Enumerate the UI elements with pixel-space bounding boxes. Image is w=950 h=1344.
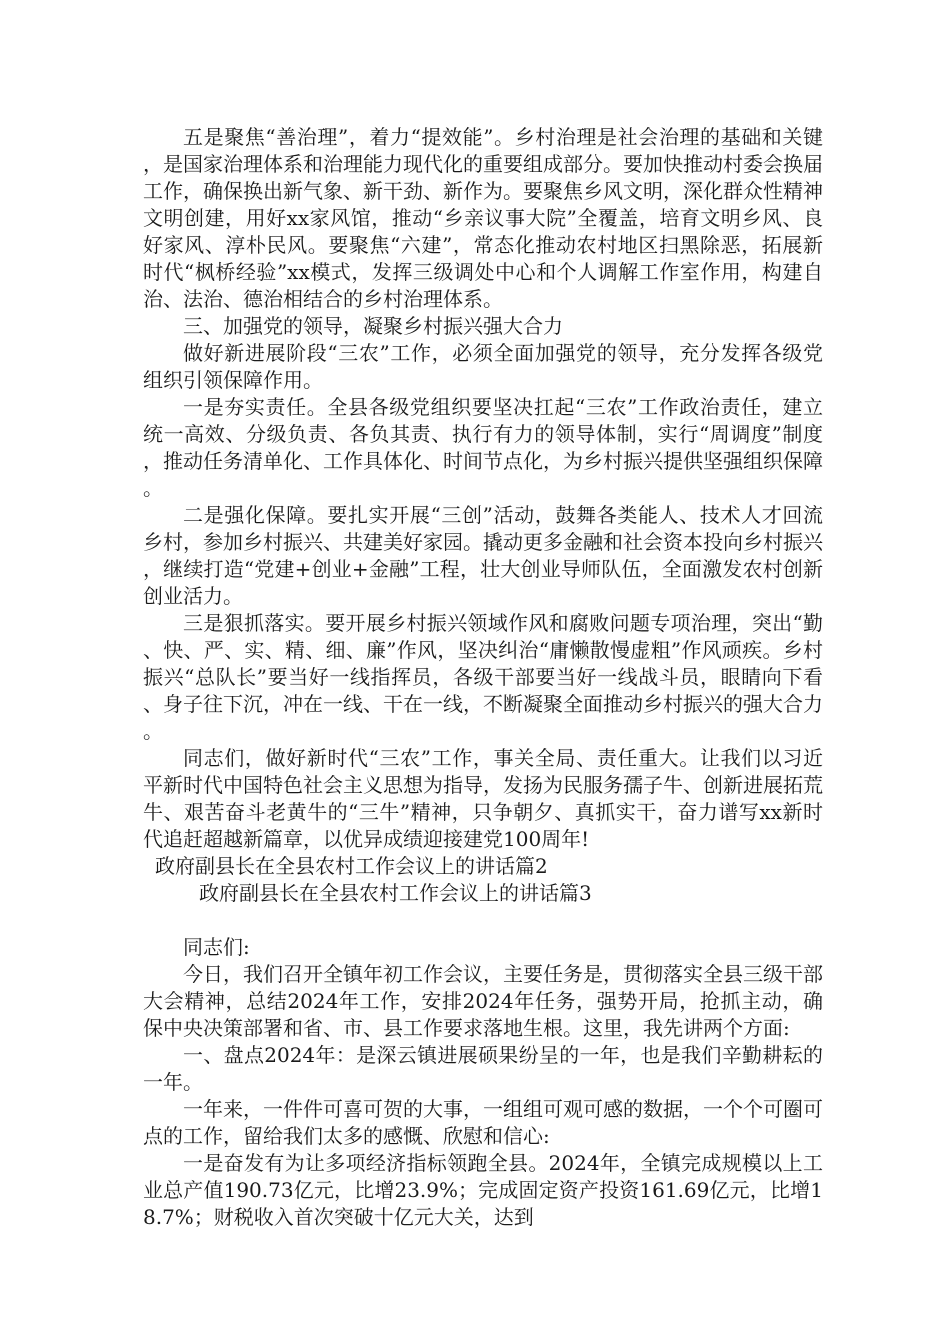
paragraph-implementation: 三是狠抓落实。要开展乡村振兴领域作风和腐败问题专项治理，突出“勤、快、严、实、精、细、廉”作风，坚决纠治“庸懒散慢虚粗”作风顽疾。乡村振兴“总队长”要当好一线指挥员，各级干部要当好一线战斗员，眼睛向下看、身子往下沉，冲在一线、干在一线，不断凝聚全面推动乡村振兴的强大合力。 [143,611,823,743]
speech-title-3: 政府副县长在全县农村工作会议上的讲话篇3 [199,881,592,905]
salutation: 同志们: [183,935,250,959]
paragraph-party-leadership-intro: 做好新进展阶段“三农”工作，必须全面加强党的领导，充分发挥各级党组织引领保障作用。 [143,341,823,392]
speech-title-2: 政府副县长在全县农村工作会议上的讲话篇2 [155,854,548,878]
paragraph-year-review: 一年来，一件件可喜可贺的大事，一组组可观可感的数据，一个个可圈可点的工作，留给我们太多的感慨、欣慰和信心: [143,1097,823,1148]
blank-line [143,907,823,934]
paragraph-governance: 五是聚焦“善治理”，着力“提效能”。乡村治理是社会治理的基础和关键，是国家治理体系和治理能力现代化的重要组成部分。要加快推动村委会换届工作，确保换出新气象、新干劲、新作为。要聚焦乡风文明，深化群众性精神文明创建，用好xx家风馆，推动“乡亲议事大院”全覆盖，培育文明乡风、良好家风、淳朴民风。要聚焦“六建”，常态化推动农村地区扫黑除恶，拓展新时代“枫桥经验”xx模式，发挥三级调处中心和个人调解工作室作用，构建自治、法治、德治相结合的乡村治理体系。 [143,125,823,311]
paragraph-guarantee: 二是强化保障。要扎实开展“三创”活动，鼓舞各类能人、技术人才回流乡村，参加乡村振兴、共建美好家园。撬动更多金融和社会资本投向乡村振兴，继续打造“党建+创业+金融”工程，壮大创业导师队伍，全面激发农村创新创业活力。 [143,503,823,608]
section-heading-review-2024: 一、盘点2024年：是深云镇进展硕果纷呈的一年，也是我们辛勤耕耘的一年。 [143,1043,823,1094]
paragraph-closing: 同志们，做好新时代“三农”工作，事关全局、责任重大。让我们以习近平新时代中国特色社会主义思想为指导，发扬为民服务孺子牛、创新进展拓荒牛、艰苦奋斗老黄牛的“三牛”精神，只争朝夕、真抓实干，奋力谱写xx新时代追赶超越新篇章，以优异成绩迎接建党100周年! [143,746,823,851]
paragraph-responsibility: 一是夯实责任。全县各级党组织要坚决扛起“三农”工作政治责任，建立统一高效、分级负责、各负其责、执行有力的领导体制，实行“周调度”制度，推动任务清单化、工作具体化、时间节点化，为乡村振兴提供坚强组织保障。 [143,395,823,500]
document-body [143,124,823,1231]
paragraph-meeting-intro: 今日，我们召开全镇年初工作会议，主要任务是，贯彻落实全县三级干部大会精神，总结2024年工作，安排2024年任务，强势开局，抢抓主动，确保中央决策部署和省、市、县工作要求落地生根。这里，我先讲两个方面: [143,962,823,1040]
paragraph-economic-indicators: 一是奋发有为让多项经济指标领跑全县。2024年，全镇完成规模以上工业总产值190.73亿元，比增23.9%；完成固定资产投资161.69亿元，比增18.7%；财税收入首次突破十亿元大关，达到 [143,1151,823,1229]
section-heading-party-leadership: 三、加强党的领导，凝聚乡村振兴强大合力 [183,314,563,338]
